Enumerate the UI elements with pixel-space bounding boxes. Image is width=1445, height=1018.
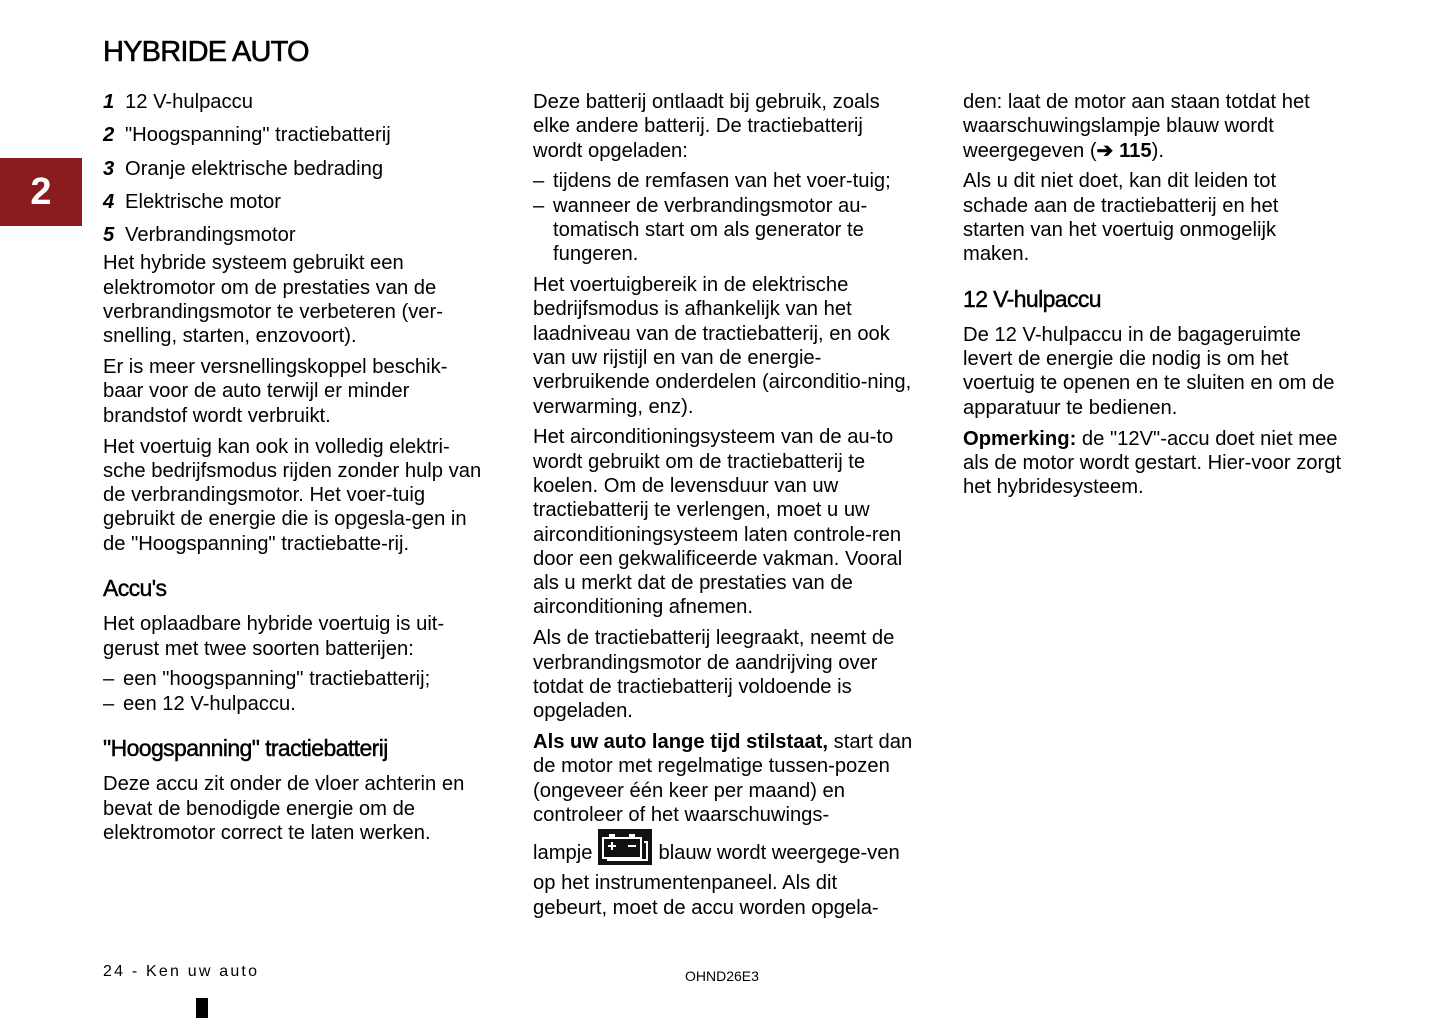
paragraph: den: laat de motor aan staan totdat het waarschuwingslampje blauw wordt weergegeven (➔ 115). <box>963 91 1310 162</box>
crop-mark <box>196 998 208 1018</box>
legend-list <box>103 90 483 247</box>
page-title: HYBRIDE AUTO <box>103 36 309 68</box>
paragraph: Het hybride systeem gebruikt een elektromotor om de prestaties van de verbrandingsmotor te verbeteren (ver-snelling, starten, enzovoort). <box>103 252 443 348</box>
legend-item <box>103 90 483 114</box>
paragraph: Het voertuigbereik in de elektrische bedrijfsmodus is afhankelijk van het laadniveau van de tractiebatterij, en ook van uw rijstijl en van de energie-verbruikende onderdelen (airconditio-ning, verwarming, enz). <box>533 274 912 418</box>
legend-item <box>103 157 483 181</box>
section-heading-12v: 12 V-hulpaccu <box>963 285 1101 312</box>
list-item: – wanneer de verbrandingsmotor au-tomatisch start om als generator te fungeren. <box>533 194 868 266</box>
paragraph: Het airconditioningsysteem van de au-to wordt gebruikt om de tractiebatterij te koelen. Om de levensduur van uw tractiebatterij te verlengen, moet u uw airconditioningsysteem laten controle-ren door een gekwalificeerde vakman. Vooral als u merkt dat de prestaties van de airconditioning afnemen. <box>533 426 903 619</box>
column-2 <box>533 90 913 927</box>
paragraph: Het oplaadbare hybride voertuig is uit-gerust met twee soorten batterijen: <box>103 613 445 660</box>
legend-number: 5 <box>103 224 115 247</box>
document-code: OHND26E3 <box>685 968 759 984</box>
legend-number: 3 <box>103 157 115 180</box>
legend-text: "Hoogspanning" tractiebatterij <box>125 124 391 147</box>
paragraph: Het voertuig kan ook in volledig elektri-sche bedrijfsmodus rijden zonder hulp van de verbrandingsmotor. Het voer-tuig gebruikt de energie die is opgesla-gen in de "Hoogspanning" tractiebatte-rij. <box>103 435 482 555</box>
legend-text: 12 V-hulpaccu <box>125 91 253 113</box>
paragraph: De 12 V-hulpaccu in de bagageruimte levert de energie die nodig is om het voertuig te openen en te sluiten en om de apparatuur te bedienen. <box>963 323 1335 419</box>
paragraph: Deze accu zit onder de vloer achterin en bevat de benodigde energie om de elektromotor correct te laten werken. <box>103 773 465 844</box>
legend-text: Oranje elektrische bedrading <box>125 157 384 180</box>
legend-item <box>103 123 483 147</box>
bold-text: Als uw auto lange tijd stilstaat, <box>533 730 829 753</box>
legend-item <box>103 223 483 247</box>
dash-list <box>533 169 913 266</box>
bold-text: Opmerking: <box>963 427 1077 450</box>
legend-text: Verbrandingsmotor <box>125 224 296 247</box>
paragraph: Deze batterij ontlaadt bij gebruik, zoals elke andere batterij. De tractiebatterij wordt opgeladen: <box>533 91 880 162</box>
list-item: – tijdens de remfasen van het voer-tuig; <box>533 170 891 193</box>
column-1 <box>103 90 483 852</box>
column-3 <box>963 90 1343 506</box>
chapter-tab: 2 <box>0 158 82 226</box>
page-footer: 24 - Ken uw auto <box>103 963 260 980</box>
page-reference: ➔ 115 <box>1096 139 1152 162</box>
section-heading-hv-battery: "Hoogspanning" tractiebatterij <box>103 735 388 762</box>
list-item: – een "hoogspanning" tractiebatterij; <box>103 668 431 691</box>
paragraph: Als uw auto lange tijd stilstaat, start dan de motor met regelmatige tussen-pozen (ongeveer één keer per maand) en controleer of het waarschuwings- <box>533 730 913 826</box>
paragraph: Er is meer versnellingskoppel beschik-baar voor de auto terwijl er minder brandstof wordt verbruikt. <box>103 356 448 427</box>
legend-number: 4 <box>103 190 115 213</box>
paragraph: Als u dit niet doet, kan dit leiden tot schade aan de tractiebatterij en het starten van het voertuig onmogelijk maken. <box>963 170 1279 266</box>
battery-warning-icon <box>598 829 652 871</box>
legend-text: Elektrische motor <box>125 190 281 213</box>
paragraph: Als de tractiebatterij leegraakt, neemt de verbrandingsmotor de aandrijving over totdat de tractiebatterij voldoende is opgeladen. <box>533 627 895 723</box>
dash-list <box>103 667 483 716</box>
legend-number: 2 <box>103 124 115 147</box>
paragraph: Opmerking: de "12V"-accu doet niet mee als de motor wordt gestart. Hier-voor zorgt het hybridesysteem. <box>963 427 1342 499</box>
list-item: – een 12 V-hulpaccu. <box>103 692 296 715</box>
legend-number: 1 <box>103 91 115 113</box>
legend-item <box>103 190 483 214</box>
paragraph: lampje blauw wordt weergege-ven op het instrumentenpaneel. Als dit gebeurt, moet de accu worden opgela- <box>533 829 913 920</box>
section-heading-accus: Accu's <box>103 575 167 602</box>
